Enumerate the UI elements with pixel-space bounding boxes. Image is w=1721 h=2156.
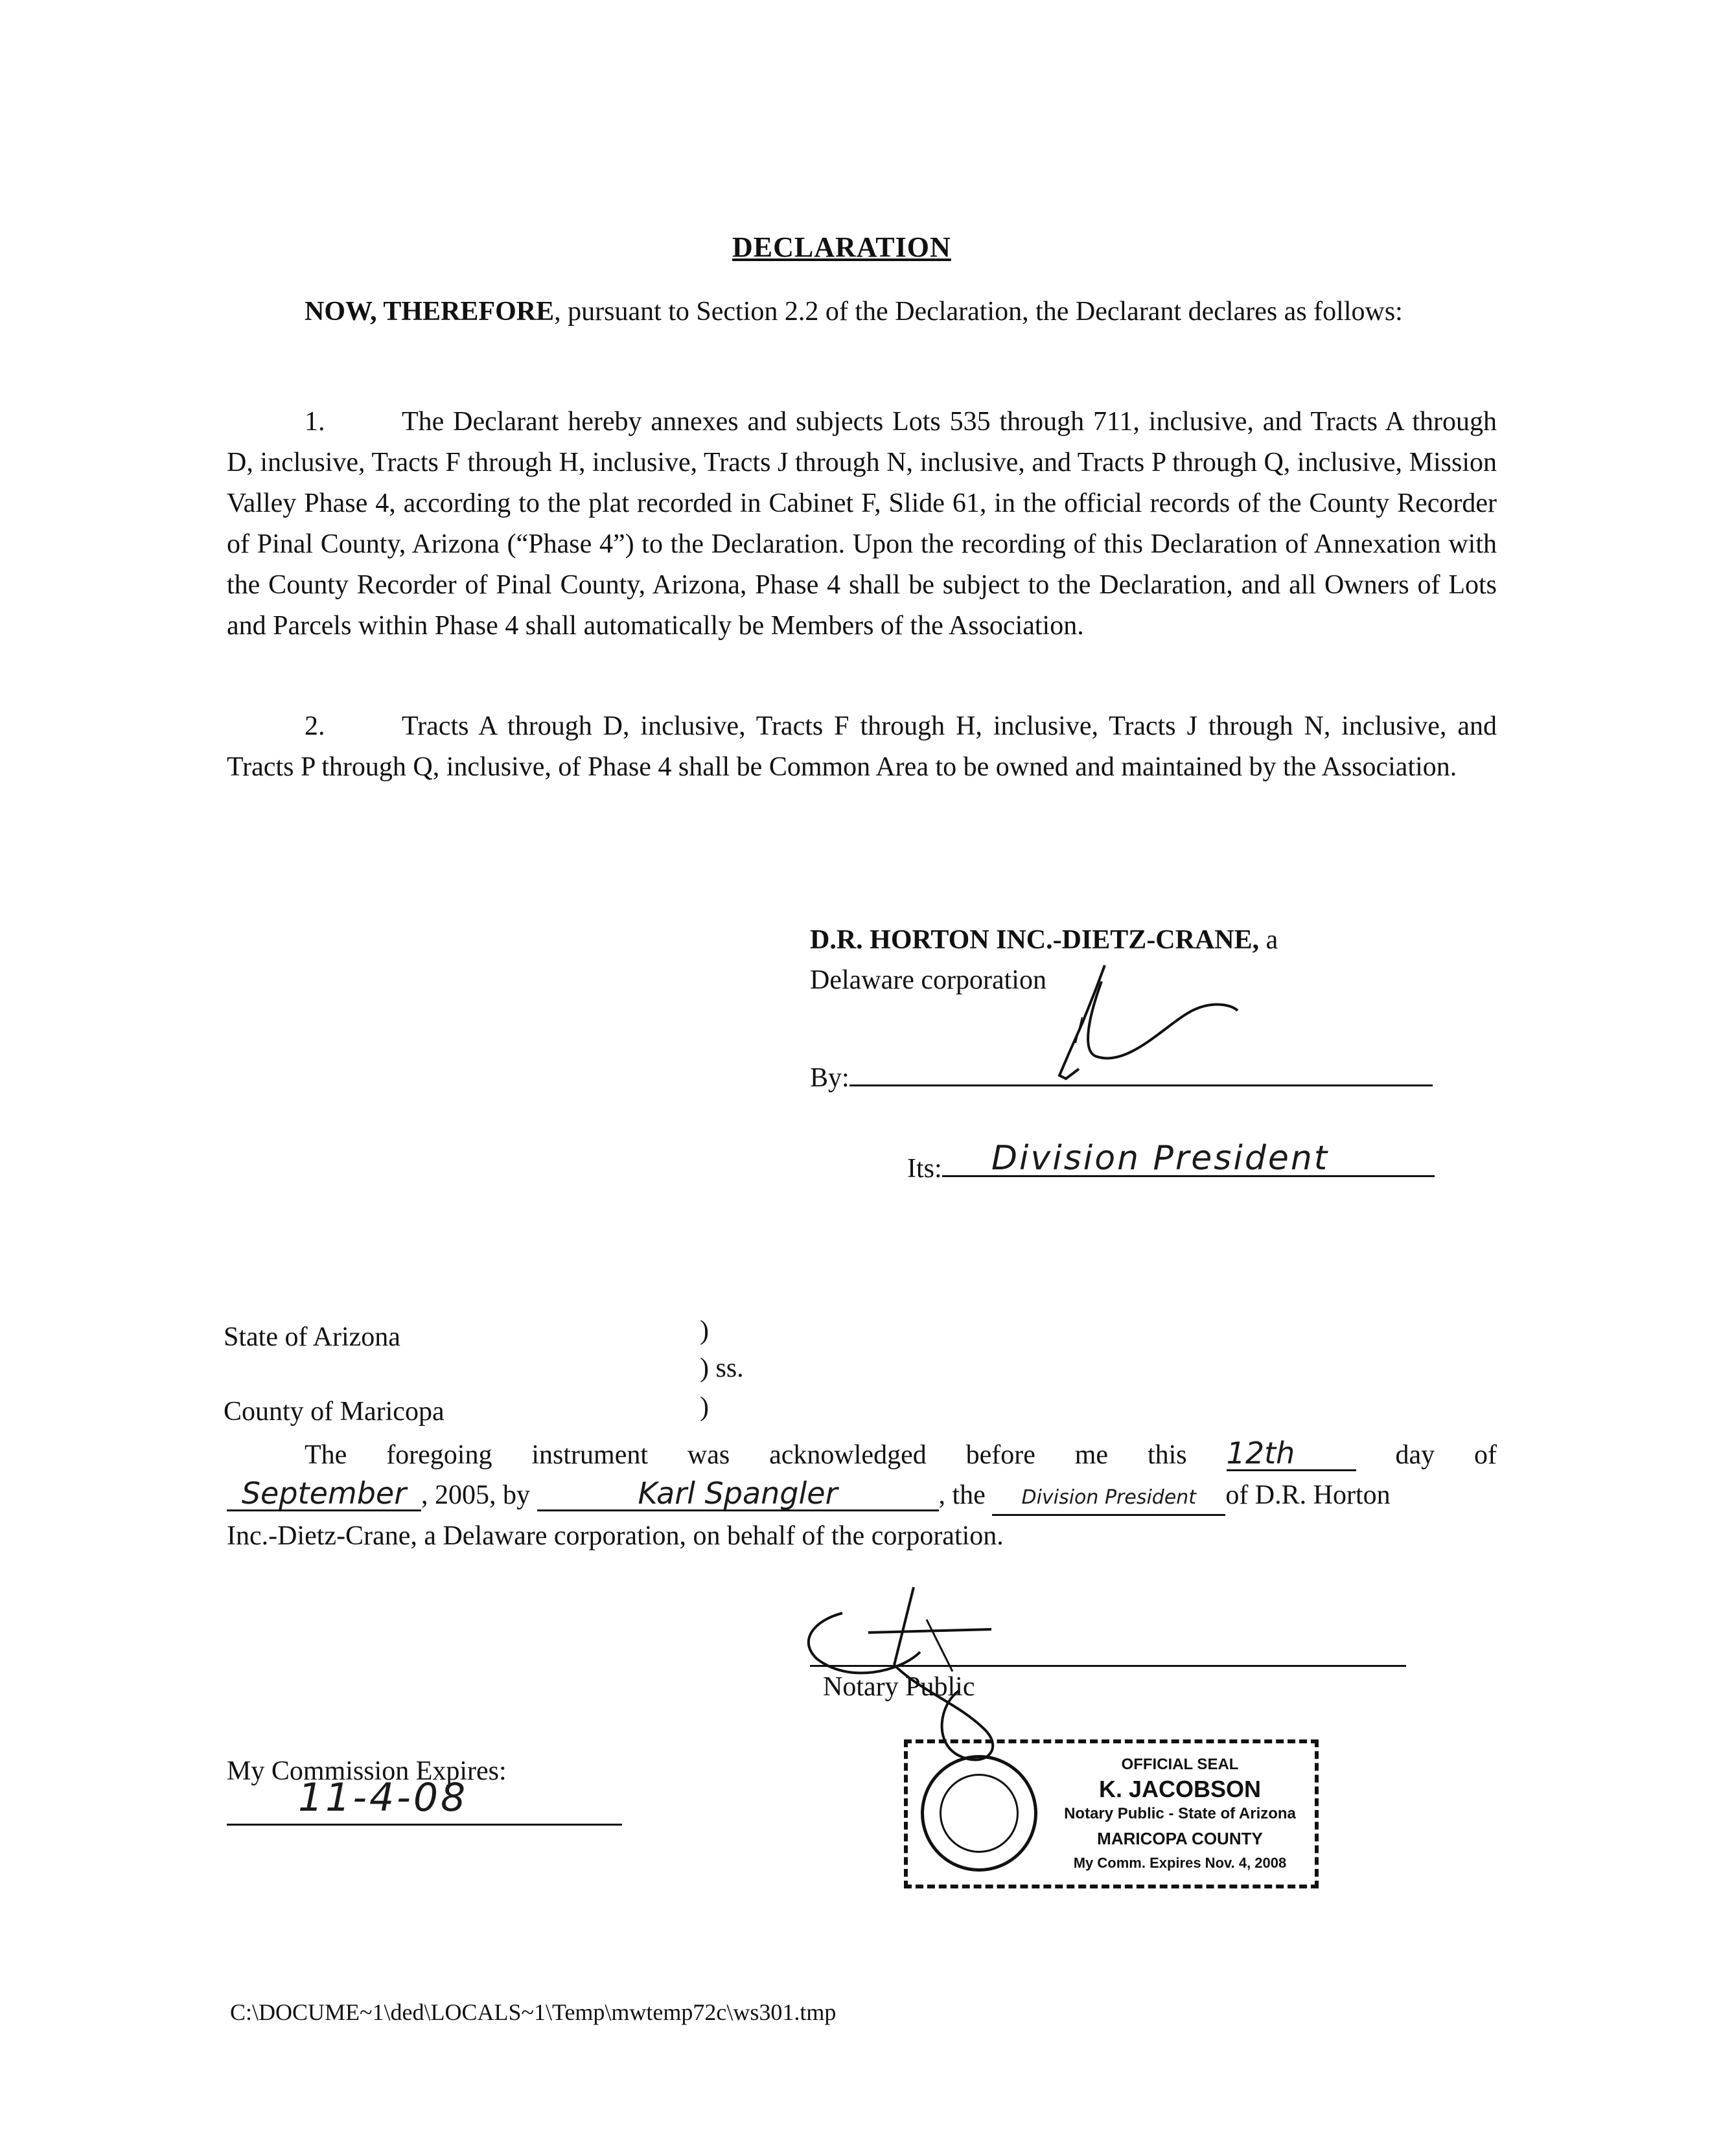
item-1-text: The Declarant hereby annexes and subjects Lots 535 through 711, inclusive, and Tracts A through D, inclusive, Tracts F through H, inclusive, Tracts J through N, inclusive, and Tracts P through Q, inclusive, Mission Valley Phase 4, according to the plat recorded in Cabinet F, Slide 61, in the official records of the County Recorder of Pinal County, Arizona (“Phase 4”) to the Declaration. Upon the recording of this Declaration of Annexation with the County Recorder of Pinal County, Arizona, Phase 4 shall be subject to the Declaration, and all Owners of Lots and Parcels within Phase 4 shall automatically be Members of the Association. (227, 407, 1497, 641)
seal-line-5: My Comm. Expires Nov. 4, 2008 (1073, 1855, 1287, 1871)
item-1-number: 1. (305, 407, 325, 437)
acknowledgment-line-3: Inc.-Dietz-Crane, a Delaware corporation, on behalf of the corporation. (227, 1521, 1004, 1551)
ack-name-value: Karl Spangler (537, 1477, 939, 1511)
intro-paragraph (227, 292, 1497, 332)
acknowledgment-paragraph (227, 1435, 1497, 1556)
notary-signature-line (810, 1665, 1406, 1667)
seal-line-4: MARICOPA COUNTY (1097, 1829, 1263, 1848)
footer-file-path: C:\DOCUME~1\ded\LOCALS~1\Temp\mwtemp72c\ws301.tmp (230, 1999, 837, 2025)
ack-text-c: , 2005, by (421, 1480, 530, 1510)
item-2-number: 2. (305, 711, 325, 741)
seal-emblem (921, 1755, 1037, 1872)
its-label: Its: (907, 1154, 942, 1184)
company-name-suffix: a (1259, 925, 1278, 955)
venue-county: County of Maricopa (224, 1397, 445, 1427)
by-label: By: (810, 1063, 849, 1093)
notary-seal (904, 1739, 1319, 1888)
by-row (810, 1062, 1433, 1094)
ack-month-value: September (227, 1477, 421, 1511)
its-value: Division President (991, 1139, 1330, 1178)
ack-title-value: Division President (992, 1482, 1225, 1516)
notary-label: Notary Public (823, 1672, 975, 1702)
commission-expires-label: My Commission Expires: (227, 1756, 507, 1786)
intro-text: , pursuant to Section 2.2 of the Declaration, the Declarant declares as follows: (554, 297, 1403, 327)
document-title: DECLARATION (732, 231, 951, 263)
acknowledgment-line-1 (227, 1435, 1497, 1475)
ack-text-b: day of (1395, 1440, 1497, 1470)
seal-text (1044, 1752, 1316, 1875)
company-type: Delaware corporation (810, 965, 1046, 995)
commission-expires-line (227, 1824, 622, 1826)
venue-paren-bottom: ) (700, 1392, 709, 1422)
item-1-paragraph (227, 402, 1497, 647)
venue-paren-ss: ) ss. (700, 1353, 744, 1383)
venue-state: State of Arizona (224, 1322, 400, 1352)
seal-line-2: K. JACOBSON (1098, 1776, 1262, 1802)
seal-line-1: OFFICIAL SEAL (1121, 1756, 1239, 1773)
commission-expires-value: 11-4-08 (298, 1775, 468, 1820)
company-name: D.R. HORTON INC.-DIETZ-CRANE, (810, 925, 1260, 955)
ack-text-d: , the (938, 1480, 986, 1510)
acknowledgment-line-2 (227, 1475, 1497, 1516)
item-2-text: Tracts A through D, inclusive, Tracts F through H, inclusive, Tracts J through N, inclusive, and Tracts P through Q, inclusive, of Phase 4 shall be Common Area to be owned and maintained by the Association. (227, 711, 1497, 782)
venue-paren-top: ) (700, 1316, 709, 1346)
seal-emblem-inner (940, 1774, 1019, 1853)
its-row (907, 1139, 1435, 1184)
intro-bold-text: NOW, THEREFORE (305, 297, 555, 327)
ack-text-a: The foregoing instrument was acknowledged before me this (305, 1440, 1187, 1470)
ack-day-value: 12th (1227, 1437, 1356, 1471)
by-signature-line (849, 1084, 1433, 1086)
seal-line-3: Notary Public - State of Arizona (1064, 1805, 1296, 1822)
item-2-paragraph (227, 706, 1497, 788)
ack-text-e: of D.R. Horton (1225, 1480, 1391, 1510)
